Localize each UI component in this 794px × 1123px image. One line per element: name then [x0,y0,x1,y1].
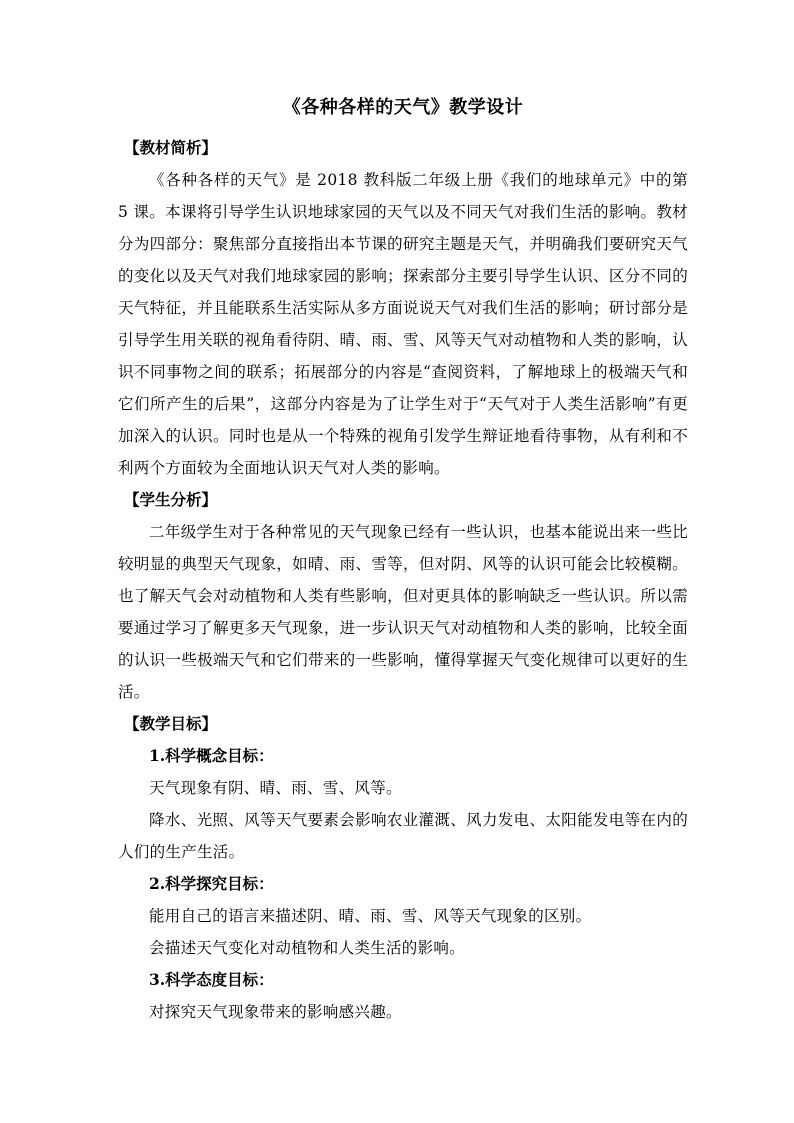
goal-item: 天气现象有阴、晴、雨、雪、风等。 [149,779,402,797]
goal-label: 3.科学态度目标： [149,970,274,989]
section-heading: 【学生分析】 [124,490,218,509]
paragraph: 二年级学生对于各种常见的天气现象已经有一些认识，也基本能说出来一些比较明显的典型天气现象，如晴、雨、雪等，但对阴、风等的认识可能会比较模糊。也了解天气会对动植物和人类有些影响，但对更具体的影响缺乏一些认识。所以需要通过学习了解更多天气现象，进一步认识天气对动植物和人类的影响，比较全面的认识一些极端天气和它们带来的一些影响，懂得掌握天气变化规律可以更好的生活。 [118,523,688,701]
document-page [118,96,688,1028]
section-textbook-analysis [118,132,688,484]
section-heading: 【教学目标】 [124,714,218,733]
goal-item: 会描述天气变化对动植物和人类生活的影响。 [149,939,466,957]
section-student-analysis [118,484,688,708]
goal-item: 对探究天气现象带来的影响感兴趣。 [149,1003,402,1021]
goal-label: 2.科学探究目标： [149,874,274,893]
section-heading: 【教材简析】 [124,138,218,157]
goal-item: 降水、光照、风等天气要素会影响农业灌溉、风力发电、太阳能发电等在内的人们的生产生活。 [118,811,688,861]
section-teaching-goals [118,708,688,1028]
goal-label: 1.科学概念目标： [149,746,274,765]
goal-item: 能用自己的语言来描述阴、晴、雨、雪、风等天气现象的区别。 [149,907,592,925]
paragraph: 《各种各样的天气》是 2018 教科版二年级上册《我们的地球单元》中的第 5 课。本课将引导学生认识地球家园的天气以及不同天气对我们生活的影响。教材分为四部分：聚焦部分直接指出本节课的研究主题是天气，并明确我们要研究天气的变化以及天气对我们地球家园的影响；探索部分主要引导学生认识、区分不同的天气特征，并且能联系生活实际从多方面说说天气对我们生活的影响；研讨部分是引导学生用关联的视角看待阴、晴、雨、雪、风等天气对动植物和人类的影响，认识不同事物之间的联系；拓展部分的内容是“查阅资料，了解地球上的极端天气和它们所产生的后果”，这部分内容是为了让学生对于“天气对于人类生活影响”有更加深入的认识。同时也是从一个特殊的视角引发学生辩证地看待事物，从有利和不利两个方面较为全面地认识天气对人类的影响。 [118,171,688,477]
document-title: 《各种各样的天气》教学设计 [282,97,524,118]
